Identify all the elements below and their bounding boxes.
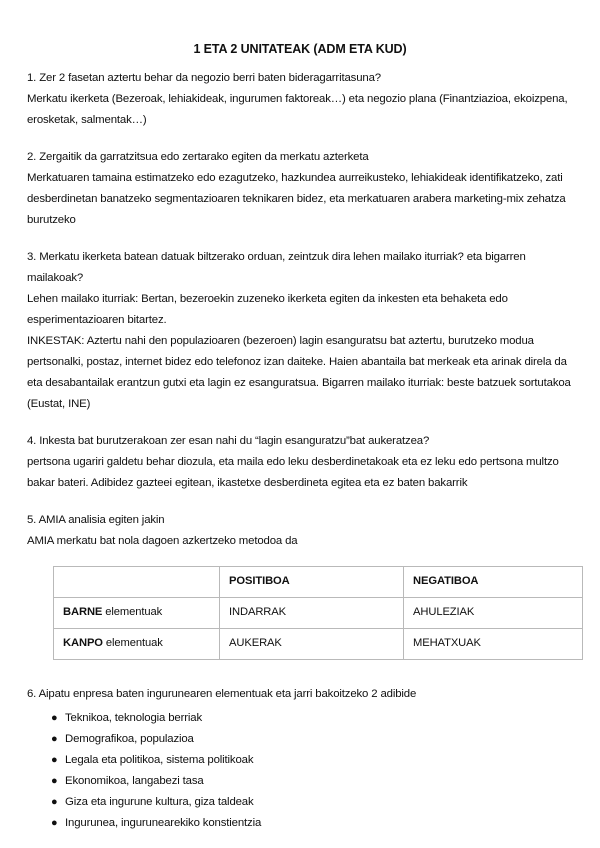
table-cell-kanpo-positive: AUKERAK — [220, 629, 404, 660]
page-title: 1 ETA 2 UNITATEAK (ADM ETA KUD) — [193, 42, 407, 56]
list-item-label: Legala eta politikoa, sistema politikoak — [65, 754, 254, 766]
bullet-icon: ● — [51, 712, 58, 724]
section-3-answer-secondary: INKESTAK: Aztertu nahi den populazioaren (bezeroen) lagin esanguratsu bat aztertu, burutzeko modua pertsonalki, postaz, internet bidez edo telefonoz izan daiteke. Haien abantaila bat merkeak eta arinak direla da eta desabantailak erantzun gutxi eta lagin ez esanguratsua. Bigarren mailako iturriak: beste batzuek sortutakoa (Eustat, INE) — [27, 335, 571, 410]
section-1 — [27, 68, 573, 131]
table-row — [54, 629, 583, 660]
list-item-label: Ekonomikoa, langabezi tasa — [65, 775, 204, 787]
list-item — [27, 771, 573, 792]
section-1-question: 1. Zer 2 fasetan aztertu behar da negozio berri baten bideragarritasuna? — [27, 72, 381, 84]
row-label-bold-kanpo: KANPO — [63, 637, 103, 649]
bullet-icon: ● — [51, 754, 58, 766]
list-item — [27, 792, 573, 813]
list-item-label: Teknikoa, teknologia berriak — [65, 712, 202, 724]
section-4-question: 4. Inkesta bat burutzerakoan zer esan nahi du “lagin esanguratzu”bat aukeratzea? — [27, 435, 430, 447]
list-item — [27, 813, 573, 834]
list-item-label: Giza eta ingurune kultura, giza taldeak — [65, 796, 254, 808]
environment-elements-list — [27, 708, 573, 834]
row-label-bold-barne: BARNE — [63, 606, 103, 618]
section-5-question: 5. AMIA analisia egiten jakin — [27, 514, 165, 526]
table-header-negative-label: NEGATIBOA — [413, 575, 479, 587]
amia-table — [53, 566, 583, 660]
table-corner-cell — [54, 567, 220, 598]
row-label-rest-barne: elementuak — [102, 606, 163, 618]
section-6-question: 6. Aipatu enpresa baten ingurunearen elementuak eta jarri bakoitzeko 2 adibide — [27, 688, 417, 700]
section-4-answer: pertsona ugariri galdetu behar diozula, eta maila edo leku desberdinetakoak eta ez leku edo pertsona multzo bakar bateri. Adibidez gazteei egitean, ikastetxe desberdineta egitea eta ez baten bakarrik — [27, 456, 559, 489]
section-5 — [27, 510, 573, 660]
table-row — [54, 598, 583, 629]
section-2-answer: Merkatuaren tamaina estimatzeko edo ezagutzeko, hazkundea aurreikusteko, lehiakideak identifikatzeko, zati desberdinetan banatzeko segmentazioaren teknikaren bidez, eta merkatuaren arabera marketing-mix zehatza burutzeko — [27, 172, 566, 226]
table-header-negative — [404, 567, 583, 598]
bullet-icon: ● — [51, 733, 58, 745]
bullet-icon: ● — [51, 775, 58, 787]
section-5-answer: AMIA merkatu bat nola dagoen azkertzeko metodoa da — [27, 535, 298, 547]
list-item-label: Ingurunea, ingurunearekiko konstientzia — [65, 817, 262, 829]
table-row-label-kanpo — [54, 629, 220, 660]
section-1-answer: Merkatu ikerketa (Bezeroak, lehiakideak, ingurumen faktoreak…) eta negozio plana (Finantziazioa, ekoizpena, erosketak, salmentak…) — [27, 93, 568, 126]
row-label-rest-kanpo: elementuak — [102, 637, 163, 649]
list-item — [27, 729, 573, 750]
section-2-question: 2. Zergaitik da garratzitsua edo zertarako egiten da merkatu azterketa — [27, 151, 369, 163]
list-item — [27, 750, 573, 771]
section-4 — [27, 431, 573, 494]
table-cell-barne-positive: INDARRAK — [220, 598, 404, 629]
table-cell-kanpo-negative: MEHATXUAK — [404, 629, 583, 660]
section-2 — [27, 147, 573, 231]
bullet-icon: ● — [51, 817, 58, 829]
table-header-row — [54, 567, 583, 598]
section-3-answer-primary: Lehen mailako iturriak: Bertan, bezeroekin zuzeneko ikerketa egiten da inkesten eta behaketa edo esperimentazioaren bitartez. — [27, 293, 508, 326]
section-6 — [27, 684, 573, 834]
list-item — [27, 708, 573, 729]
table-header-positive-label: POSITIBOA — [229, 575, 290, 587]
table-cell-barne-negative: AHULEZIAK — [404, 598, 583, 629]
section-3-question: 3. Merkatu ikerketa batean datuak biltzerako orduan, zeintzuk dira lehen mailako iturriak? eta bigarren mailakoak? — [27, 251, 526, 284]
section-3 — [27, 247, 573, 415]
list-item-label: Demografikoa, populazioa — [65, 733, 194, 745]
table-row-label-barne — [54, 598, 220, 629]
table-header-positive — [220, 567, 404, 598]
bullet-icon: ● — [51, 796, 58, 808]
